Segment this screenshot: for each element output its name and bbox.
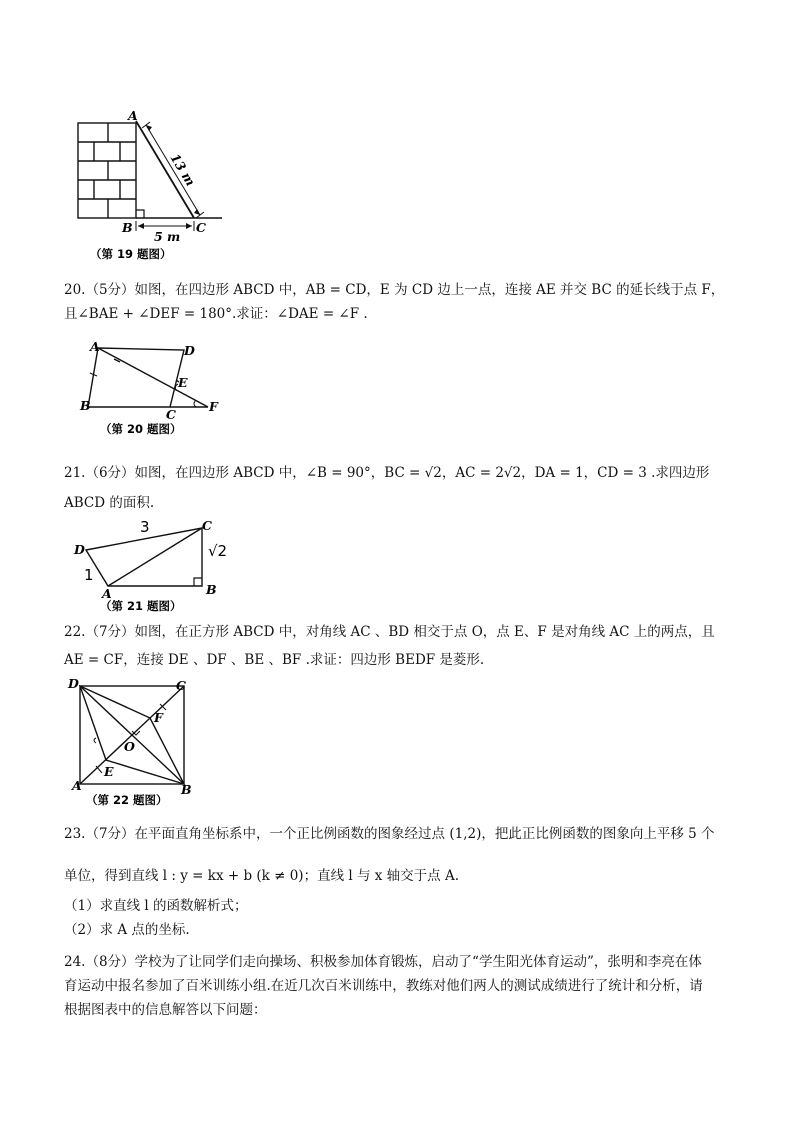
figure-20-caption: （第 20 题图） bbox=[100, 422, 182, 436]
label-O: O bbox=[124, 739, 135, 754]
q22-line2: AE = CF，连接 DE 、DF 、BE 、BF .求证：四边形 BEDF 是菱形. bbox=[64, 652, 485, 668]
figure-19 bbox=[70, 105, 230, 265]
figure-20 bbox=[78, 338, 238, 438]
label-C: C bbox=[196, 220, 206, 235]
label-D: D bbox=[184, 343, 195, 358]
q20-text bbox=[64, 278, 734, 326]
label-B: B bbox=[80, 398, 91, 413]
figure-21-caption: （第 21 题图） bbox=[100, 599, 182, 613]
figure-22-caption: （第 22 题图） bbox=[86, 793, 168, 807]
label-D: D bbox=[74, 542, 85, 557]
q20-line2: 且∠BAE + ∠DEF = 180°.求证：∠DAE = ∠F . bbox=[64, 306, 368, 322]
q22-text bbox=[64, 620, 734, 672]
label-F: F bbox=[154, 710, 163, 725]
figure-19-caption: （第 19 题图） bbox=[90, 247, 172, 261]
label-A: A bbox=[72, 778, 82, 793]
label-B: B bbox=[206, 582, 217, 597]
q23-sub2: （2）求 A 点的坐标. bbox=[64, 922, 190, 938]
label-B: B bbox=[122, 220, 133, 235]
q24-line2: 育运动中报名参加了百米训练小组.在近几次百米训练中，教练对他们两人的测试成绩进行了统计和分析，请 bbox=[64, 978, 703, 994]
figure-19-drawing bbox=[70, 105, 230, 265]
label-E: E bbox=[178, 375, 188, 390]
label-F: F bbox=[209, 399, 218, 414]
label-C: C bbox=[202, 518, 212, 533]
label-C: C bbox=[166, 407, 176, 422]
q21-line1: 21.（6分）如图，在四边形 ABCD 中，∠B = 90°，BC = √2，AC = 2√2，DA = 1，CD = 3 .求四边形 bbox=[64, 465, 710, 481]
hyp-label: 13 m bbox=[167, 150, 199, 189]
q23-line1: 23.（7分）在平面直角坐标系中，一个正比例函数的图象经过点 (1,2)，把此正比例函数的图象向上平移 5 个 bbox=[64, 826, 715, 842]
q21-line2: ABCD 的面积. bbox=[64, 495, 155, 511]
q24-line3: 根据图表中的信息解答以下问题： bbox=[64, 1002, 267, 1018]
label-E: E bbox=[104, 764, 114, 779]
figure-21 bbox=[68, 518, 238, 616]
brick-wall bbox=[78, 123, 136, 218]
quadrilateral-abcd bbox=[86, 528, 202, 586]
q24-text bbox=[64, 950, 734, 1022]
q24-line1: 24.（8分）学校为了让同学们走向操场、积极参加体育锻炼，启动了“学生阳光体育运动”，张明和李亮在体 bbox=[64, 954, 702, 970]
figure-22 bbox=[66, 678, 196, 808]
handwritten-3: 3 bbox=[140, 518, 150, 536]
figure-21-drawing bbox=[68, 518, 238, 616]
q21-text bbox=[64, 461, 734, 515]
handwritten-sqrt2: √2 bbox=[208, 542, 228, 560]
label-D: D bbox=[68, 678, 79, 691]
handwritten-1: 1 bbox=[84, 566, 94, 584]
label-A: A bbox=[102, 586, 112, 601]
figure-22-drawing bbox=[66, 678, 196, 808]
label-A: A bbox=[90, 339, 100, 354]
figure-20-drawing bbox=[78, 338, 238, 438]
label-C: C bbox=[176, 678, 186, 693]
label-B: B bbox=[181, 782, 192, 797]
label-A: A bbox=[128, 108, 138, 123]
q23-text bbox=[64, 822, 734, 942]
q20-line1: 20.（5分）如图，在四边形 ABCD 中，AB = CD，E 为 CD 边上一点，连接 AE 并交 BC 的延长线于点 F， bbox=[64, 282, 725, 298]
q23-sub1: （1）求直线 l 的函数解析式； bbox=[64, 898, 248, 914]
q23-line2: 单位，得到直线 l : y = kx + b (k ≠ 0)；直线 l 与 x 轴交于点 A. bbox=[64, 868, 460, 884]
base-label: 5 m bbox=[154, 229, 181, 244]
q22-line1: 22.（7分）如图，在正方形 ABCD 中，对角线 AC 、BD 相交于点 O，点 E、F 是对角线 AC 上的两点，且 bbox=[64, 624, 715, 640]
quadrilateral-abcd bbox=[88, 348, 184, 407]
